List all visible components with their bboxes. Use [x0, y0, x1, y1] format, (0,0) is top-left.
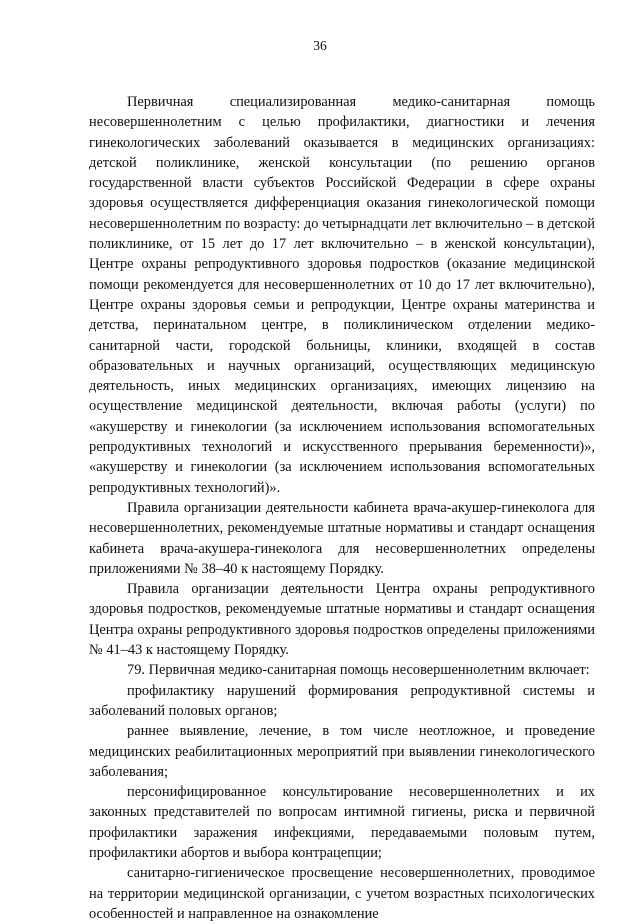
- paragraph-item-79: 79. Первичная медико-санитарная помощь несовершеннолетним включает:: [127, 662, 590, 679]
- paragraph-counseling: персонифицированное консультирование несовершеннолетних и их законных представителей по вопросам интимной гигиены, риска и первичной профилактики заражения инфекциями, передаваемыми половым путем, профилактики абортов и выбора контрацепции;: [89, 784, 595, 861]
- paragraph-education: санитарно-гигиеническое просвещение несовершеннолетних, проводимое на территории медицинской организации, с учетом возрастных психологических особенностей и направленное на ознакомление: [89, 865, 595, 922]
- paragraph-prevention: профилактику нарушений формирования репродуктивной системы и заболеваний половых органов;: [89, 682, 595, 719]
- page-number: 36: [313, 38, 327, 53]
- body-text: [89, 92, 595, 924]
- paragraph-early-detection: раннее выявление, лечение, в том числе неотложное, и проведение медицинских реабилитационных мероприятий при выявлении гинекологического заболевания;: [89, 723, 595, 780]
- paragraph-primary-care: Первичная специализированная медико-санитарная помощь несовершеннолетним с целью профилактики, диагностики и лечения гинекологических заболеваний оказывается в медицинских организациях: детской поликлинике, женской консультации (по решению органов государственной власти субъектов Российской Федерации в сфере охраны здоровья осуществляется дифференциация оказания гинекологической помощи несовершеннолетним по возрасту: до четырнадцати лет включительно – в детской поликлинике, от 15 лет до 17 лет включительно – в женской консультации), Центре охраны репродуктивного здоровья подростков (оказание медицинской помощи рекомендуется для несовершеннолетних от 10 до 17 лет включительно), Центре охраны здоровья семьи и репродукции, Центре охраны материнства и детства, перинатальном центре, в поликлиническом отделении медико-санитарной части, городской больницы, клиники, входящей в состав образовательных и научных организаций, осуществляющих медицинскую деятельность, иных медицинских организациях, имеющих лицензию на осуществление медицинской деятельности, включая работы (услуги) по «акушерству и гинекологии (за исключением использования вспомогательных репродуктивных технологий и искусственного прерывания беременности)», «акушерству и гинекологии (за исключением использования вспомогательных репродуктивных технологий)».: [89, 94, 595, 496]
- paragraph-cabinet-rules: Правила организации деятельности кабинета врача-акушер-гинеколога для несовершеннолетних, рекомендуемые штатные нормативы и стандарт оснащения кабинета врача-акушера-гинеколога для несовершеннолетних определены приложениями № 38–40 к настоящему Порядку.: [89, 499, 595, 577]
- paragraph-center-rules: Правила организации деятельности Центра охраны репродуктивного здоровья подростков, рекомендуемые штатные нормативы и стандарт оснащения Центра охраны репродуктивного здоровья подростков определены приложениями № 41–43 к настоящему Порядку.: [89, 581, 595, 659]
